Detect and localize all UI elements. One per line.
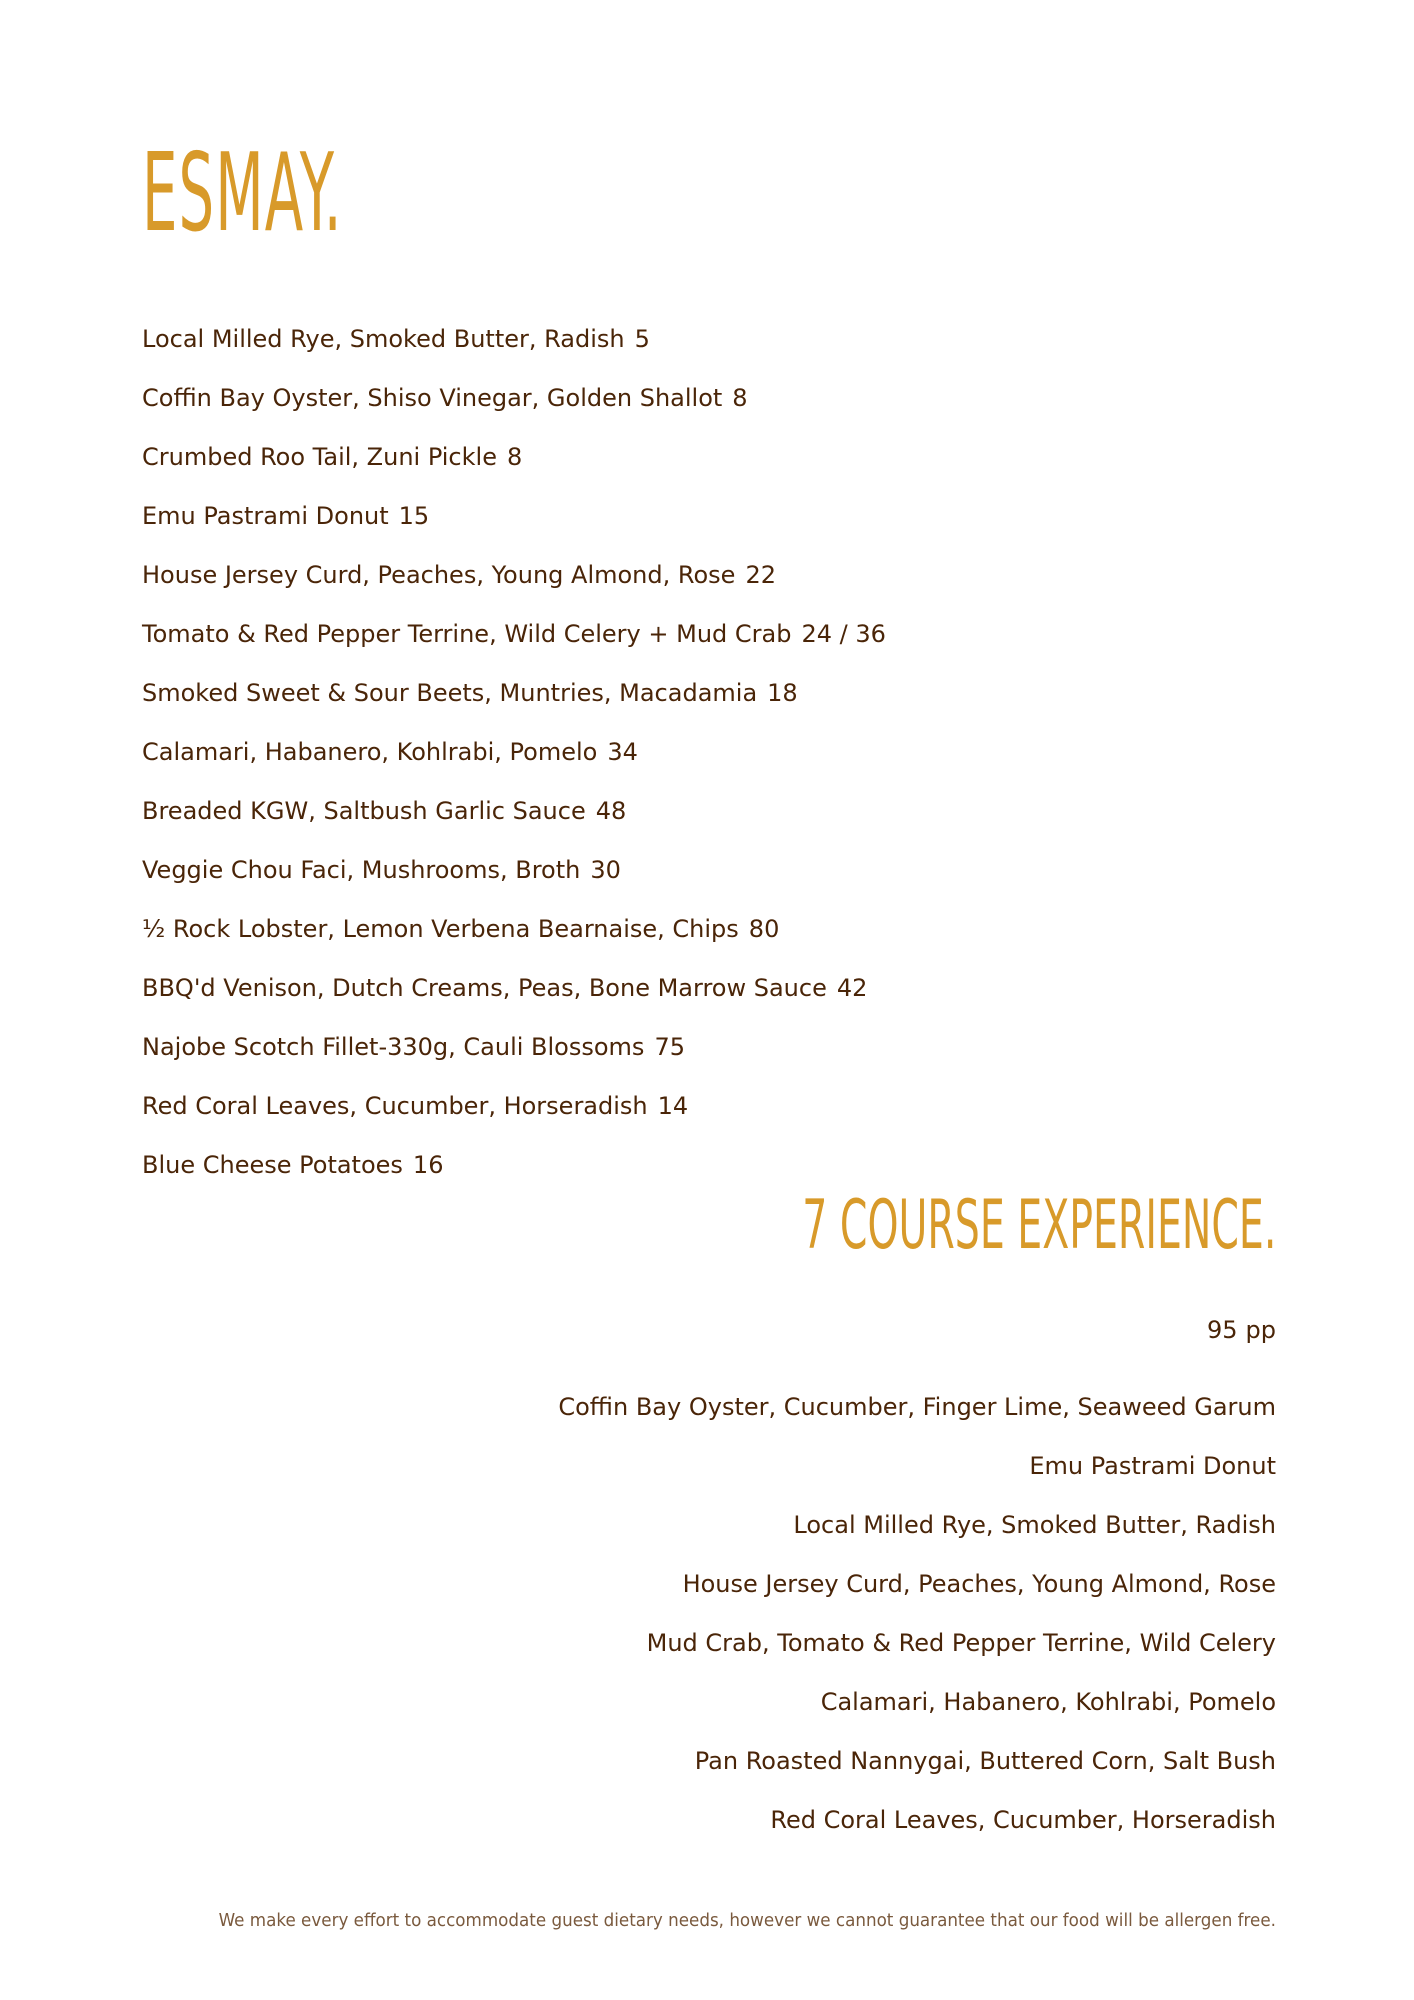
menu-item-price: 30 — [590, 856, 621, 884]
menu-item — [142, 558, 886, 617]
menu-item-price: 5 — [634, 325, 650, 353]
menu-item — [142, 381, 886, 440]
brand-logo: ESMAY. — [142, 131, 343, 256]
menu-item — [142, 676, 886, 735]
menu-item-name: Red Coral Leaves, Cucumber, Horseradish — [142, 1092, 648, 1120]
menu-item — [142, 735, 886, 794]
menu-item-name: House Jersey Curd, Peaches, Young Almond, Rose — [142, 561, 736, 589]
menu-item-price: 24 / 36 — [801, 620, 886, 648]
a-la-carte-menu — [142, 322, 886, 1207]
course-item: House Jersey Curd, Peaches, Young Almond, Rose — [682, 1570, 1276, 1598]
menu-item — [142, 1148, 886, 1207]
menu-item — [142, 499, 886, 558]
course-price-value: 95 — [1206, 1316, 1238, 1344]
course-item: Red Coral Leaves, Cucumber, Horseradish — [770, 1806, 1276, 1834]
menu-item — [142, 971, 886, 1030]
menu-item-name: Breaded KGW, Saltbush Garlic Sauce — [142, 797, 586, 825]
menu-item-name: BBQ'd Venison, Dutch Creams, Peas, Bone Marrow Sauce — [142, 974, 827, 1002]
menu-item — [142, 440, 886, 499]
menu-item-name: Smoked Sweet & Sour Beets, Muntries, Macadamia — [142, 679, 758, 707]
course-menu — [558, 1390, 1276, 1862]
menu-item-price: 80 — [748, 915, 780, 943]
menu-item — [142, 794, 886, 853]
menu-item-name: Local Milled Rye, Smoked Butter, Radish — [142, 325, 625, 353]
menu-item-name: Emu Pastrami Donut — [142, 502, 389, 530]
menu-item-price: 14 — [657, 1092, 689, 1120]
dietary-disclaimer: We make every effort to accommodate guest dietary needs, however we cannot guarantee that our food will be allergen free. — [218, 1910, 1276, 1931]
course-item: Emu Pastrami Donut — [1029, 1452, 1276, 1480]
menu-item — [142, 617, 886, 676]
menu-item-price: 8 — [732, 384, 748, 412]
menu-item — [142, 853, 886, 912]
menu-item-name: Blue Cheese Potatoes — [142, 1151, 403, 1179]
menu-item-name: Coffin Bay Oyster, Shiso Vinegar, Golden Shallot — [142, 384, 723, 412]
menu-item-name: Najobe Scotch Fillet-330g, Cauli Blossoms — [142, 1033, 645, 1061]
menu-item-price: 48 — [595, 797, 627, 825]
course-item: Calamari, Habanero, Kohlrabi, Pomelo — [820, 1688, 1276, 1716]
menu-item-name: Calamari, Habanero, Kohlrabi, Pomelo — [142, 738, 598, 766]
menu-item-price: 8 — [506, 443, 523, 471]
menu-item-price: 16 — [412, 1151, 444, 1179]
menu-item — [142, 1030, 886, 1089]
menu-item-price: 42 — [836, 974, 868, 1002]
course-item: Mud Crab, Tomato & Red Pepper Terrine, Wild Celery — [646, 1629, 1276, 1657]
menu-item-name: Crumbed Roo Tail, Zuni Pickle — [142, 443, 497, 471]
menu-item-name: ½ Rock Lobster, Lemon Verbena Bearnaise, Chips — [142, 915, 739, 943]
menu-item — [142, 912, 886, 971]
course-price — [1207, 1313, 1276, 1347]
menu-item-price: 22 — [745, 561, 776, 589]
menu-item-price: 18 — [767, 679, 798, 707]
menu-item-name: Tomato & Red Pepper Terrine, Wild Celery + Mud Crab — [142, 620, 792, 648]
course-item: Local Milled Rye, Smoked Butter, Radish — [793, 1511, 1276, 1539]
menu-item-name: Veggie Chou Faci, Mushrooms, Broth — [142, 856, 581, 884]
menu-item-price: 75 — [654, 1033, 685, 1061]
menu-item-price: 15 — [398, 502, 430, 530]
course-title: 7 COURSE EXPERIENCE. — [801, 1186, 1276, 1265]
menu-item — [142, 322, 886, 381]
course-item: Coffin Bay Oyster, Cucumber, Finger Lime, Seaweed Garum — [558, 1393, 1276, 1421]
menu-item — [142, 1089, 886, 1148]
menu-item-price: 34 — [607, 738, 638, 766]
course-price-unit: pp — [1245, 1316, 1276, 1344]
course-item: Pan Roasted Nannygai, Buttered Corn, Salt Bush — [694, 1747, 1276, 1775]
